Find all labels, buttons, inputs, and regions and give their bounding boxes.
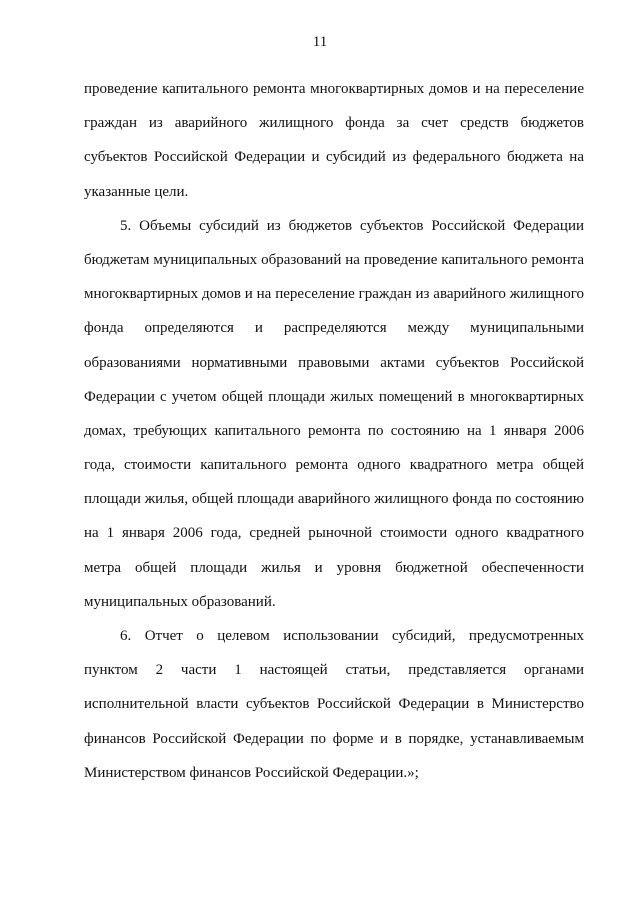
text-line: проведение капитального ремонта многоквартирных домов и на переселение bbox=[84, 81, 584, 97]
text-line: субъектов Российской Федерации и субсидий из федерального бюджета на bbox=[84, 149, 584, 166]
text-line: пунктом 2 части 1 настоящей статьи, представляется органами bbox=[84, 662, 584, 679]
text-line: муниципальных образований. bbox=[84, 593, 276, 610]
text-line: Министерством финансов Российской Федерации.»; bbox=[84, 764, 419, 781]
text-line: домах, требующих капитального ремонта по состоянию на 1 января 2006 bbox=[84, 422, 584, 439]
text-line: финансов Российской Федерации по форме и в порядке, устанавливаемым bbox=[84, 730, 584, 747]
text-line: исполнительной власти субъектов Российской Федерации в Министерство bbox=[84, 696, 584, 713]
text-line: бюджетам муниципальных образований на проведение капитального ремонта bbox=[84, 251, 584, 268]
document-body bbox=[84, 72, 584, 790]
text-line: на 1 января 2006 года, средней рыночной стоимости одного квадратного bbox=[84, 525, 584, 542]
text-line: образованиями нормативными правовыми актами субъектов Российской bbox=[84, 354, 584, 371]
text-line: метра общей площади жилья и уровня бюджетной обеспеченности bbox=[84, 559, 584, 576]
text-line: многоквартирных домов и на переселение граждан из аварийного жилищного bbox=[84, 286, 584, 303]
text-line: 6. Отчет о целевом использовании субсидий, предусмотренных bbox=[120, 628, 584, 644]
page-number: 11 bbox=[312, 34, 328, 50]
text-line: фонда определяются и распределяются между муниципальными bbox=[84, 320, 584, 337]
text-line: граждан из аварийного жилищного фонда за счет средств бюджетов bbox=[84, 115, 584, 132]
text-line: года, стоимости капитального ремонта одного квадратного метра общей bbox=[84, 457, 584, 474]
text-line: Федерации с учетом общей площади жилых помещений в многоквартирных bbox=[84, 388, 584, 405]
text-line: 5. Объемы субсидий из бюджетов субъектов Российской Федерации bbox=[120, 217, 584, 234]
text-line: площади жилья, общей площади аварийного жилищного фонда по состоянию bbox=[84, 491, 584, 508]
text-line: указанные цели. bbox=[84, 183, 189, 200]
